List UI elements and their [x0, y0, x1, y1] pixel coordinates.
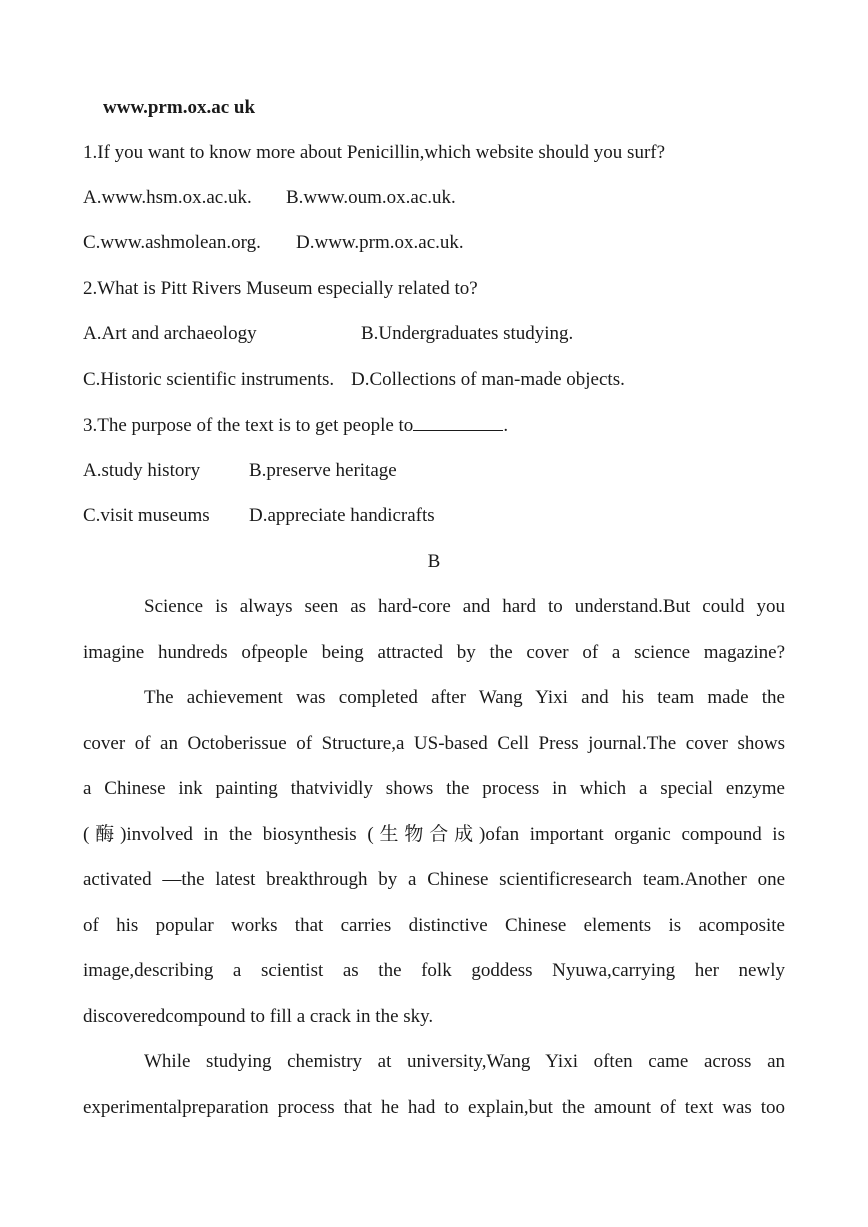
question-1-option-a: A.www.hsm.ox.ac.uk.: [83, 187, 252, 208]
question-3-stem-end: .: [503, 415, 509, 436]
answer-blank: [413, 413, 503, 431]
question-2-option-b: B.Undergraduates studying.: [361, 323, 574, 344]
question-2-option-a: A.Art and archaeology: [83, 323, 257, 344]
passage-line: The achievement was completed after Wang Yixi and his team made the: [144, 687, 785, 708]
question-3-option-c: C.visit museums: [83, 505, 210, 526]
question-3-options-row-2: [83, 504, 785, 528]
passage-line: experimentalpreparation process that he had to explain,but the amount of text was too: [83, 1097, 785, 1118]
question-1-option-c: C.www.ashmolean.org.: [83, 232, 261, 253]
question-1-option-d: D.www.prm.ox.ac.uk.: [296, 232, 464, 253]
question-1-options-row-1: [83, 186, 785, 210]
passage-line: of his popular works that carries distinctive Chinese elements is acomposite: [83, 915, 785, 936]
question-2-option-d: D.Collections of man-made objects.: [351, 369, 625, 390]
passage-line: (酶)involved in the biosynthesis (生物合成)ofan important organic compound is: [83, 824, 785, 845]
header-url: www.prm.ox.ac uk: [103, 97, 256, 118]
passage-line: a Chinese ink painting thatvividly shows the process in which a special enzyme: [83, 778, 785, 799]
question-3-stem-line: [83, 413, 508, 438]
question-1-stem: 1.If you want to know more about Penicillin,which website should you surf?: [83, 142, 666, 163]
passage-line: activated —the latest breakthrough by a Chinese scientificresearch team.Another one: [83, 869, 785, 890]
question-2-option-c: C.Historic scientific instruments.: [83, 369, 335, 390]
passage-line: discoveredcompound to fill a crack in the sky.: [83, 1006, 434, 1027]
question-3-stem: 3.The purpose of the text is to get people to: [83, 415, 414, 436]
passage-line: While studying chemistry at university,Wang Yixi often came across an: [144, 1051, 785, 1072]
passage-line: Science is always seen as hard-core and hard to understand.But could you: [144, 596, 785, 617]
question-3-options-row-1: [83, 459, 785, 483]
passage-line: image,describing a scientist as the folk goddess Nyuwa,carrying her newly: [83, 960, 785, 981]
question-3-option-d: D.appreciate handicrafts: [249, 505, 435, 526]
question-2-options-row-2: [83, 368, 785, 392]
question-3-option-b: B.preserve heritage: [249, 460, 397, 481]
passage-line: imagine hundreds ofpeople being attracted by the cover of a science magazine?: [83, 642, 785, 663]
question-2-options-row-1: [83, 322, 785, 346]
section-heading: B: [427, 551, 441, 572]
question-1-options-row-2: [83, 231, 785, 255]
passage-line: cover of an Octoberissue of Structure,a US-based Cell Press journal.The cover shows: [83, 733, 785, 754]
question-1-option-b: B.www.oum.ox.ac.uk.: [286, 187, 456, 208]
question-2-stem: 2.What is Pitt Rivers Museum especially related to?: [83, 278, 478, 299]
question-3-option-a: A.study history: [83, 460, 201, 481]
